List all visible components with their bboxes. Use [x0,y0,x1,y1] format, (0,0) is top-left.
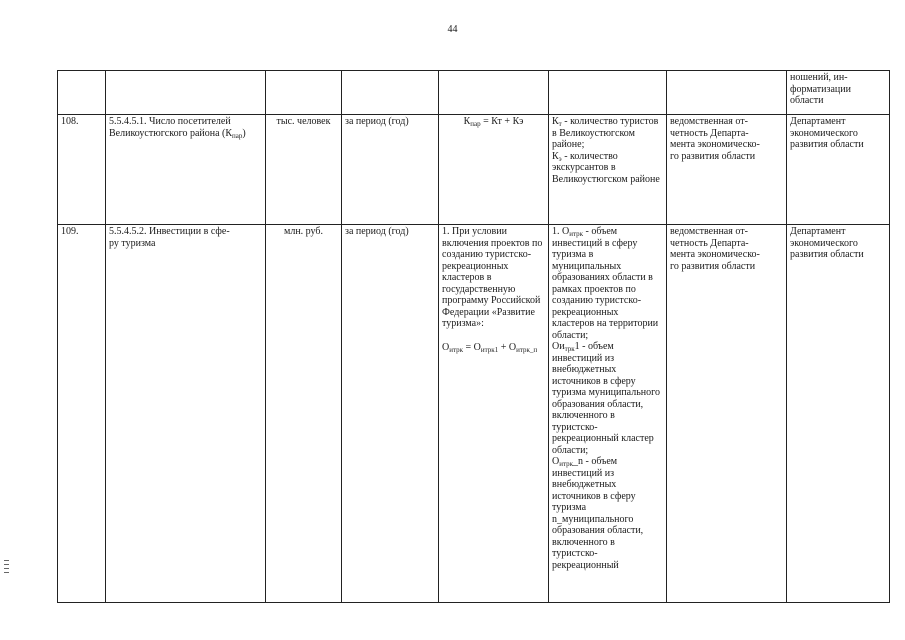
variables-description: $К_т$ - количество туристов в Великоустюгском районе; $К_э$ - количество экскурсантов в Великоустюгском районе [549,115,667,225]
data-source: ведомственная от- четность Департа- мента экономическо- го развития области [667,115,787,225]
period: за период (год) [342,225,439,603]
cell-empty [549,71,667,115]
indicator-name: 5.5.4.5.1. Число посетителей Великоустюгского района $(К_{пар})$ [106,115,266,225]
indicator-name: 5.5.4.5.2. Инвестиции в сфе- ру туризма [106,225,266,603]
variables-description: 1. $О_{итрк}$ - объем инвестиций в сферу туризма в муниципальных образованиях области в рамках проектов по созданию туристско-рекреационных кластеров на территории области; $Ои_{трк}1$ - объем инвестиций из внебюджетных источников в сферу туризма муниципального образования области, включенного в туристско-рекреационный кластер области; $О_{итрк}\_n$ - объем инвестиций из внебюджетных источников в сферу туризма n_муниципального образования области, включенного в туристско-рекреационный [549,225,667,603]
cell-empty [106,71,266,115]
cell-responsible-continuation: ношений, ин- форматизации области [787,71,890,115]
cell-empty [667,71,787,115]
data-source: ведомственная от- четность Департа- мента экономическо- го развития области [667,225,787,603]
cell-empty [266,71,342,115]
unit: млн. руб. [266,225,342,603]
calculation-method: 1. При условии включения проектов по созданию туристско-рекреационных кластеров в государственную программу Российской Федерации «Развитие туризма»: $О_{итрк} = О_{итрк1} + О_{итрк\_п}$ [439,225,549,603]
cell-empty [439,71,549,115]
indicators-table [57,70,890,603]
row-number: 108. [58,115,106,225]
responsible: Департамент экономического развития области [787,225,890,603]
responsible: Департамент экономического развития области [787,115,890,225]
unit: тыс. человек [266,115,342,225]
table-row-109 [58,225,890,603]
row-number: 109. [58,225,106,603]
period: за период (год) [342,115,439,225]
scan-edge-marks [4,560,10,576]
formula: $К_{пар}$ = Кт + Кэ [439,115,549,225]
table-row-continuation [58,71,890,115]
page-number: 44 [447,24,458,35]
table-row-108 [58,115,890,225]
cell-empty [58,71,106,115]
cell-empty [342,71,439,115]
